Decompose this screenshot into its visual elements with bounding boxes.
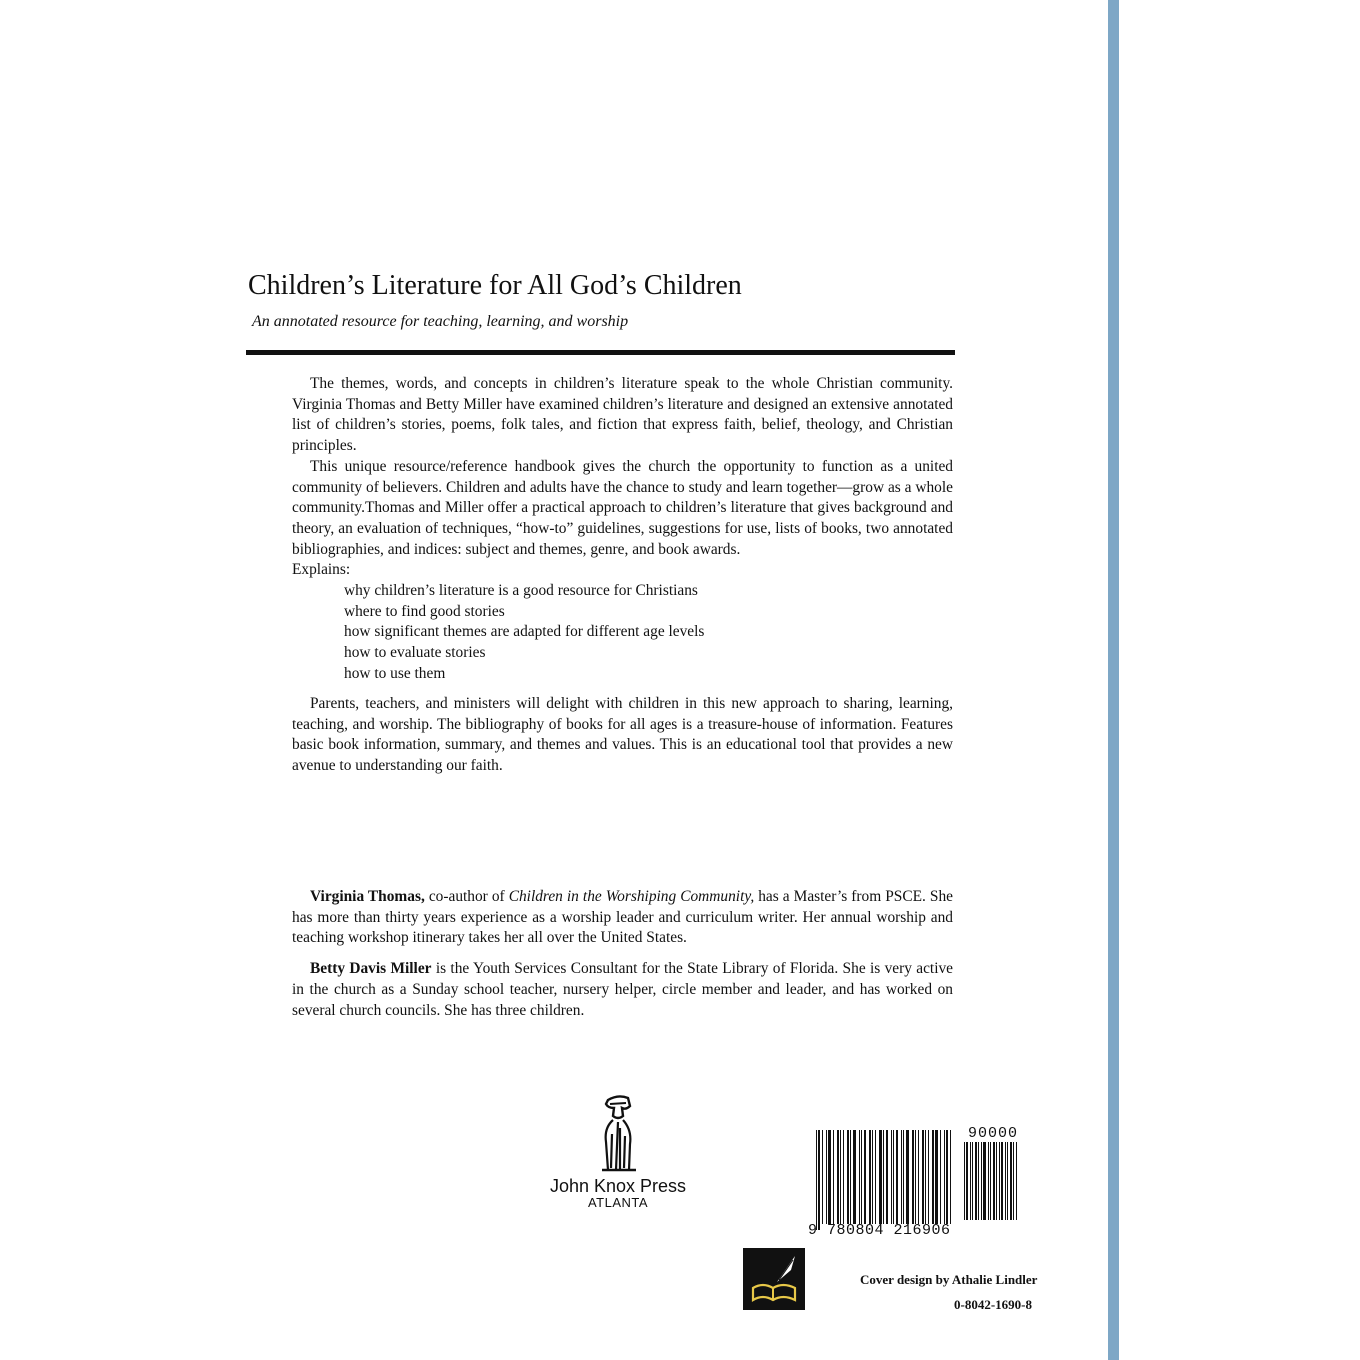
barcode-digits: 9 780804 216906 (808, 1222, 951, 1239)
barcode-bar (932, 1130, 934, 1224)
book-subtitle: An annotated resource for teaching, learning, and worship (252, 313, 629, 330)
barcode-addon-bar (990, 1142, 991, 1220)
barcode-bar (864, 1130, 866, 1224)
barcode-bar (822, 1130, 823, 1224)
description-paragraph: The themes, words, and concepts in children’s literature speak to the whole Christian community. Virginia Thomas and Betty Miller have examined children’s literature and designed an extensive annotated list of children’s stories, poems, folk tales, and fiction that express faith, belief, theology, and Christian principles. (292, 375, 953, 455)
barcode-bar (879, 1130, 882, 1224)
explains-item: how to evaluate stories (344, 644, 486, 662)
barcode-bar (886, 1130, 888, 1224)
barcode-bar (818, 1130, 820, 1230)
barcode-bar (906, 1130, 909, 1224)
barcode-bar (928, 1130, 929, 1224)
barcode-addon-bar (988, 1142, 989, 1220)
barcode-addon-bar (966, 1142, 968, 1220)
barcode-bar (901, 1130, 902, 1224)
john-knox-figure-icon (596, 1094, 640, 1174)
barcode-bar (847, 1130, 849, 1224)
author-bio-text: has a Master’s from PSCE. She has more than thirty years experience as a worship leader and curriculum writer. Her annual worship and teaching workshop itinerary takes her all over the United States. (292, 888, 953, 947)
author-bio-text: co-author of (424, 888, 509, 905)
spine-stripe (1108, 0, 1119, 1360)
author-name: Betty Davis Miller (310, 960, 432, 978)
barcode-bar (883, 1130, 884, 1224)
barcode-bar (853, 1130, 856, 1224)
barcode-bar (869, 1130, 871, 1224)
explains-item: why children’s literature is a good resource for Christians (344, 582, 698, 600)
publisher-name: John Knox Press (549, 1176, 687, 1196)
barcode-bar (816, 1130, 817, 1230)
barcode-bar (828, 1130, 831, 1224)
explains-list (292, 581, 953, 685)
barcode-addon-bar (996, 1142, 997, 1220)
barcode-bar (925, 1130, 926, 1224)
barcode-addon-bar (993, 1142, 995, 1220)
publisher-emblem (743, 1248, 805, 1310)
barcode-bar (918, 1130, 919, 1224)
barcode-bar (946, 1130, 948, 1224)
barcode-bar (893, 1130, 894, 1224)
author-book-title: Children in the Worshiping Community, (508, 888, 755, 905)
barcode-addon-digits: 90000 (968, 1125, 1019, 1142)
barcode-addon-bar (964, 1142, 965, 1220)
barcode-bar (826, 1130, 827, 1224)
explains-item: how to use them (344, 664, 446, 682)
explains-label: Explains: (292, 561, 351, 579)
cover-design-credit: Cover design by Athalie Lindler (860, 1272, 1038, 1287)
barcode-bar (859, 1130, 860, 1224)
author-bio-thomas (292, 887, 953, 949)
barcode-bar (843, 1130, 844, 1224)
barcode-bar (935, 1130, 938, 1224)
explains-item: where to find good stories (344, 602, 505, 620)
barcode-bar (833, 1130, 834, 1224)
barcode-addon-bar (1013, 1142, 1014, 1220)
description-block (292, 374, 953, 685)
barcode-bar (950, 1130, 951, 1224)
barcode-bar (915, 1130, 916, 1224)
publisher-city: ATLANTA (587, 1195, 649, 1210)
barcode-bar (875, 1130, 876, 1224)
barcode-bar (940, 1130, 941, 1224)
barcode-bars (816, 1130, 954, 1230)
open-book-quill-icon (743, 1248, 805, 1310)
barcode-addon-bars (964, 1142, 1018, 1220)
barcode-bar (850, 1130, 851, 1224)
author-bio-text: is the Youth Services Consultant for the State Library of Florida. She is very active in the church as a Sunday school teacher, nursery helper, circle member and leader, and has worked on several church councils. She has three children. (292, 960, 953, 1019)
explains-item: how significant themes are adapted for different age levels (344, 623, 705, 641)
barcode-bar (872, 1130, 873, 1224)
barcode-bar (840, 1130, 841, 1224)
description-paragraph: This unique resource/reference handbook gives the church the opportunity to function as a united community of believers. Children and adults have the chance to study and learn together—grow as a whole community.Thomas and Miller offer a practical approach to children’s literature that gives background and theory, an evaluation of techniques, “how-to” guidelines, suggestions for use, lists of books, two annotated bibliographies, and indices: subject and themes, genre, and book awards. (292, 457, 953, 558)
barcode-addon-bar (999, 1142, 1000, 1220)
barcode-addon-bar (970, 1142, 971, 1220)
barcode-addon-bar (1005, 1142, 1006, 1220)
publisher-logo (548, 1094, 688, 1210)
barcode-addon-bar (975, 1142, 977, 1220)
barcode-addon-bar (1016, 1142, 1017, 1220)
author-bio-miller (292, 959, 953, 1021)
barcode-bar (922, 1130, 924, 1224)
barcode-bar (896, 1130, 898, 1224)
title-rule (246, 350, 955, 355)
barcode-bar (891, 1130, 892, 1224)
barcode-addon-bar (981, 1142, 982, 1220)
barcode-addon-bar (1001, 1142, 1003, 1220)
barcode-addon-bar (983, 1142, 986, 1220)
barcode-bar (912, 1130, 914, 1224)
barcode-addon-bar (1007, 1142, 1008, 1220)
book-title: Children’s Literature for All God’s Children (248, 270, 742, 301)
barcode-bar (837, 1130, 839, 1224)
author-bios (292, 887, 953, 1021)
barcode-bar (903, 1130, 904, 1224)
closing-block (292, 694, 953, 777)
barcode-addon-bar (972, 1142, 973, 1220)
barcode-bar (861, 1130, 862, 1224)
barcode-addon-bar (1010, 1142, 1012, 1220)
closing-paragraph: Parents, teachers, and ministers will delight with children in this new approach to sharing, learning, teaching, and worship. The bibliography of books for all ages is a treasure-house of information. Features basic book information, summary, and themes and values. This is an educational tool that provides a new avenue to understanding our faith. (292, 695, 953, 775)
isbn-barcode (806, 1126, 1028, 1242)
barcode-addon-bar (978, 1142, 979, 1220)
barcode-bar (944, 1130, 945, 1224)
author-name: Virginia Thomas, (310, 888, 425, 905)
isbn-number: 0-8042-1690-8 (954, 1297, 1032, 1312)
